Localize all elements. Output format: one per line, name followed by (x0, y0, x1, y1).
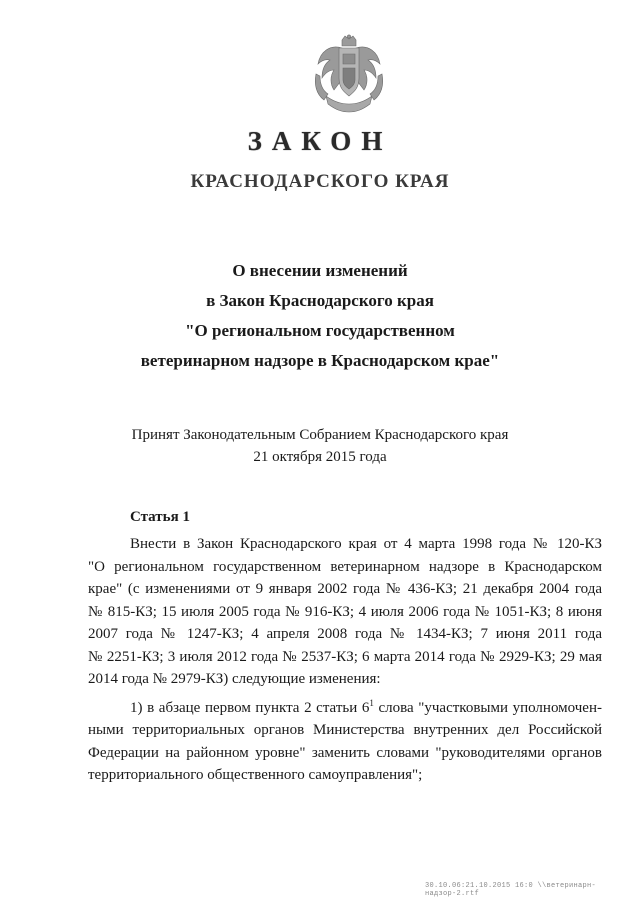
body-line: 2014 года № 2979-КЗ) следующие изменения: (88, 671, 381, 687)
article-title: Статья 1 (130, 509, 190, 525)
adoption-line: Принят Законодательным Собранием Краснодарского края (131, 427, 509, 443)
superscript: 1 (369, 697, 374, 708)
body-line: Внести в Закон Краснодарского края от 4 марта 1998 года № 120-КЗ (130, 536, 602, 552)
body-line: территориального общественного самоуправления"; (88, 767, 423, 783)
heading-line: в Закон Краснодарского края (206, 291, 434, 310)
body-line: № 2251-КЗ; 3 июля 2012 года № 2537-КЗ; 6 марта 2014 года № 2929-КЗ; 29 мая (88, 648, 602, 665)
heading-line: ветеринарном надзоре в Краснодарском крае" (140, 351, 500, 370)
file-stamp: 30.10.06:21.10.2015 16:0 \\ветеринарн-надзор-2.rtf (425, 882, 597, 898)
body-line: ными территориальных органов Министерства внутренних дел Российской (88, 722, 602, 738)
item-1-text-end: слова "участковыми уполномочен- (373, 699, 602, 716)
adoption-date: 21 октября 2015 года (253, 449, 387, 465)
coat-of-arms-icon (312, 34, 386, 114)
item-1-first-line (88, 697, 602, 720)
heading-line: О внесении изменений (232, 261, 408, 280)
law-heading (0, 256, 640, 376)
body-line: "О региональном государственном ветеринарном надзоре в Краснодарском (88, 558, 602, 575)
adoption-note (0, 424, 640, 468)
heading-line: "О региональном государственном (185, 321, 455, 340)
body-line: № 815-КЗ; 15 июля 2005 года № 916-КЗ; 4 июля 2006 года № 1051-КЗ; 8 июня (88, 603, 602, 620)
item-1-text-start: 1) в абзаце первом пункта 2 статьи 6 (130, 699, 370, 716)
body-line: крае" (с изменениями от 9 января 2002 года № 436-КЗ; 21 декабря 2004 года (88, 581, 602, 597)
document-title: ЗАКОН (247, 126, 393, 156)
article-body (88, 533, 602, 787)
document-subtitle: КРАСНОДАРСКОГО КРАЯ (190, 171, 450, 192)
body-line: 2007 года № 1247-КЗ; 4 апреля 2008 года № 1434-КЗ; 7 июня 2011 года (88, 626, 602, 642)
body-line: Федерации на районном уровне" заменить словами "руководителями органов (88, 744, 602, 761)
